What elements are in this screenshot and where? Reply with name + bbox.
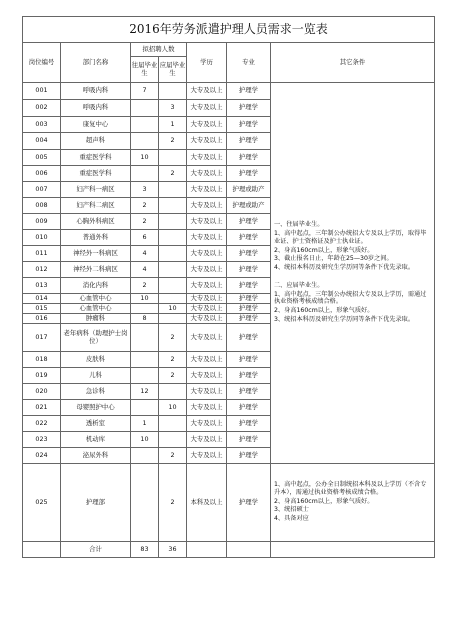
- major-cell: 护理学: [227, 166, 271, 182]
- past-grad-count: [131, 304, 159, 314]
- post-no-cell: 008: [23, 198, 61, 214]
- post-no-cell: 010: [23, 230, 61, 246]
- major-cell: 护理或助产: [227, 182, 271, 198]
- major-cell: 护理学: [227, 448, 271, 464]
- major-cell: 护理学: [227, 352, 271, 368]
- post-no-cell: 004: [23, 133, 61, 150]
- condition-line: 一、往届毕业生。: [274, 221, 324, 229]
- major-cell: 护理学: [227, 230, 271, 246]
- fresh-grad-count: 2: [159, 464, 187, 542]
- header-department: 部门名称: [61, 43, 131, 83]
- education-cell: 大专及以上: [187, 294, 227, 304]
- total-fresh-grad: 36: [159, 542, 187, 558]
- department-cell: 老年病科（助理护士岗位）: [61, 324, 131, 352]
- past-grad-count: 12: [131, 384, 159, 400]
- condition-line: 4、统招本科历及研究生学历同等条件下优先录取。: [274, 264, 415, 272]
- condition-line: 3、截止报名日止，年龄在25—30岁之间。: [274, 255, 393, 263]
- total-label: 合计: [61, 542, 131, 558]
- fresh-grad-count: [159, 230, 187, 246]
- department-cell: 肿瘤科: [61, 314, 131, 324]
- past-grad-count: 6: [131, 230, 159, 246]
- header-past-grad: 往届毕业生: [131, 57, 159, 83]
- condition-line: 3、统招本科历及研究生学历同等条件下优先录取。: [274, 315, 415, 323]
- condition-line: 3、统招硕士: [274, 506, 309, 514]
- past-grad-count: 4: [131, 262, 159, 278]
- condition-line: [274, 273, 431, 281]
- major-cell: 护理学: [227, 384, 271, 400]
- past-grad-count: [131, 352, 159, 368]
- post-no-cell: 014: [23, 294, 61, 304]
- recruitment-table: [22, 16, 435, 558]
- education-cell: 大专及以上: [187, 182, 227, 198]
- department-cell: 心血管中心: [61, 294, 131, 304]
- major-cell: 护理学: [227, 246, 271, 262]
- department-cell: 皮肤科: [61, 352, 131, 368]
- education-cell: 大专及以上: [187, 448, 227, 464]
- department-cell: 心血管中心: [61, 304, 131, 314]
- fresh-grad-count: [159, 198, 187, 214]
- total-empty-edu: [187, 542, 227, 558]
- fresh-grad-count: 2: [159, 324, 187, 352]
- post-no-cell: 022: [23, 416, 61, 432]
- education-cell: 大专及以上: [187, 133, 227, 150]
- header-fresh-grad: 应届毕业生: [159, 57, 187, 83]
- fresh-grad-count: 10: [159, 400, 187, 416]
- department-cell: 机动库: [61, 432, 131, 448]
- major-cell: 护理或助产: [227, 198, 271, 214]
- post-no-cell: 021: [23, 400, 61, 416]
- past-grad-count: 1: [131, 416, 159, 432]
- post-no-cell: 015: [23, 304, 61, 314]
- fresh-grad-count: [159, 416, 187, 432]
- department-cell: 透析室: [61, 416, 131, 432]
- department-cell: 重症医学科: [61, 166, 131, 182]
- department-cell: 护理部: [61, 464, 131, 542]
- department-cell: 普通外科: [61, 230, 131, 246]
- past-grad-count: 10: [131, 294, 159, 304]
- past-grad-count: [131, 464, 159, 542]
- past-grad-count: 8: [131, 314, 159, 324]
- education-cell: 大专及以上: [187, 400, 227, 416]
- department-cell: 妇产科二病区: [61, 198, 131, 214]
- education-cell: 大专及以上: [187, 246, 227, 262]
- major-cell: 护理学: [227, 214, 271, 230]
- fresh-grad-count: [159, 314, 187, 324]
- fresh-grad-count: 2: [159, 448, 187, 464]
- department-cell: 心胸外科病区: [61, 214, 131, 230]
- major-cell: 护理学: [227, 133, 271, 150]
- major-cell: 护理学: [227, 100, 271, 117]
- post-no-cell: 007: [23, 182, 61, 198]
- education-cell: 大专及以上: [187, 262, 227, 278]
- post-no-cell: 006: [23, 166, 61, 182]
- condition-line: 2、身高160cm以上，形象气质好。: [274, 246, 374, 254]
- past-grad-count: [131, 166, 159, 182]
- department-cell: 呼吸内科: [61, 100, 131, 117]
- education-cell: 大专及以上: [187, 198, 227, 214]
- past-grad-count: 4: [131, 246, 159, 262]
- post-no-cell: 011: [23, 246, 61, 262]
- post-no-cell: 016: [23, 314, 61, 324]
- past-grad-count: [131, 368, 159, 384]
- major-cell: 护理学: [227, 324, 271, 352]
- fresh-grad-count: [159, 432, 187, 448]
- fresh-grad-count: [159, 150, 187, 166]
- education-cell: 大专及以上: [187, 214, 227, 230]
- post-no-cell: 023: [23, 432, 61, 448]
- education-cell: 大专及以上: [187, 304, 227, 314]
- department-cell: 泌尿外科: [61, 448, 131, 464]
- post-no-cell: 012: [23, 262, 61, 278]
- education-cell: 大专及以上: [187, 230, 227, 246]
- department-cell: 神经外二科病区: [61, 262, 131, 278]
- major-cell: 护理学: [227, 150, 271, 166]
- total-past-grad: 83: [131, 542, 159, 558]
- post-no-cell: 001: [23, 83, 61, 100]
- condition-line: 1、高中起点，三年制公办统招大专及以上学历，取得毕业证、护士资格证及护士执业证。: [274, 230, 427, 245]
- page-title: 2016年劳务派遣护理人员需求一览表: [23, 17, 435, 43]
- fresh-grad-count: 2: [159, 166, 187, 182]
- post-no-cell: 003: [23, 117, 61, 133]
- table-body: [23, 83, 435, 558]
- post-no-cell: 017: [23, 324, 61, 352]
- total-spacer: [23, 542, 61, 558]
- department-cell: 母婴照护中心: [61, 400, 131, 416]
- post-no-cell: 019: [23, 368, 61, 384]
- department-cell: 妇产科一病区: [61, 182, 131, 198]
- education-cell: 大专及以上: [187, 166, 227, 182]
- post-no-cell: 005: [23, 150, 61, 166]
- education-cell: 本科及以上: [187, 464, 227, 542]
- other-conditions-b: [271, 464, 435, 542]
- post-no-cell: 002: [23, 100, 61, 117]
- department-cell: 重症医学科: [61, 150, 131, 166]
- past-grad-count: 2: [131, 198, 159, 214]
- education-cell: 大专及以上: [187, 278, 227, 294]
- education-cell: 大专及以上: [187, 150, 227, 166]
- fresh-grad-count: 2: [159, 368, 187, 384]
- past-grad-count: 7: [131, 83, 159, 100]
- header-education: 学历: [187, 43, 227, 83]
- post-no-cell: 025: [23, 464, 61, 542]
- condition-line: 2、身高160cm以上，形象气质好。: [274, 497, 374, 505]
- major-cell: 护理学: [227, 262, 271, 278]
- major-cell: 护理学: [227, 304, 271, 314]
- fresh-grad-count: [159, 214, 187, 230]
- header-other: 其它条件: [271, 43, 435, 83]
- condition-line: 1、高中起点，三年制公办统招大专及以上学历，需通过执业资格考核成绩合格。: [274, 290, 427, 306]
- past-grad-count: [131, 100, 159, 117]
- past-grad-count: 10: [131, 432, 159, 448]
- past-grad-count: 2: [131, 278, 159, 294]
- major-cell: 护理学: [227, 83, 271, 100]
- major-cell: 护理学: [227, 464, 271, 542]
- department-cell: 儿科: [61, 368, 131, 384]
- major-cell: 护理学: [227, 117, 271, 133]
- major-cell: 护理学: [227, 314, 271, 324]
- past-grad-count: 3: [131, 182, 159, 198]
- department-cell: 消化内科: [61, 278, 131, 294]
- other-conditions-a: [271, 83, 435, 464]
- major-cell: 护理学: [227, 294, 271, 304]
- header-major: 专业: [227, 43, 271, 83]
- condition-line: 4、具备对应: [274, 515, 309, 523]
- education-cell: 大专及以上: [187, 416, 227, 432]
- header-post-no: 岗位编号: [23, 43, 61, 83]
- fresh-grad-count: 2: [159, 133, 187, 150]
- fresh-grad-count: 3: [159, 100, 187, 117]
- department-cell: 神经外一科病区: [61, 246, 131, 262]
- post-no-cell: 024: [23, 448, 61, 464]
- education-cell: 大专及以上: [187, 83, 227, 100]
- past-grad-count: [131, 448, 159, 464]
- education-cell: 大专及以上: [187, 384, 227, 400]
- fresh-grad-count: [159, 384, 187, 400]
- spreadsheet: [22, 16, 434, 558]
- fresh-grad-count: [159, 182, 187, 198]
- major-cell: 护理学: [227, 400, 271, 416]
- education-cell: 大专及以上: [187, 352, 227, 368]
- condition-line: 二、应届毕业生。: [274, 281, 324, 289]
- education-cell: 大专及以上: [187, 100, 227, 117]
- department-cell: 呼吸内科: [61, 83, 131, 100]
- major-cell: 护理学: [227, 368, 271, 384]
- department-cell: 康复中心: [61, 117, 131, 133]
- education-cell: 大专及以上: [187, 117, 227, 133]
- past-grad-count: 2: [131, 214, 159, 230]
- fresh-grad-count: [159, 262, 187, 278]
- fresh-grad-count: [159, 294, 187, 304]
- fresh-grad-count: 2: [159, 352, 187, 368]
- post-no-cell: 009: [23, 214, 61, 230]
- total-row: [23, 542, 435, 558]
- major-cell: 护理学: [227, 416, 271, 432]
- fresh-grad-count: 10: [159, 304, 187, 314]
- table-row: [23, 83, 435, 100]
- education-cell: 大专及以上: [187, 368, 227, 384]
- fresh-grad-count: [159, 246, 187, 262]
- department-cell: 超声科: [61, 133, 131, 150]
- total-empty-other: [271, 542, 435, 558]
- post-no-cell: 018: [23, 352, 61, 368]
- past-grad-count: 10: [131, 150, 159, 166]
- major-cell: 护理学: [227, 432, 271, 448]
- condition-line: 1、高中起点，公办全日制统招本科及以上学历（不含专升本），需通过执业资格考核成绩合格。: [274, 481, 427, 496]
- post-no-cell: 020: [23, 384, 61, 400]
- past-grad-count: [131, 324, 159, 352]
- education-cell: 大专及以上: [187, 324, 227, 352]
- fresh-grad-count: [159, 278, 187, 294]
- department-cell: 急诊科: [61, 384, 131, 400]
- header-planned: 拟招聘人数: [131, 43, 187, 57]
- education-cell: 大专及以上: [187, 314, 227, 324]
- total-empty-major: [227, 542, 271, 558]
- post-no-cell: 013: [23, 278, 61, 294]
- condition-line: 2、身高160cm以上，形象气质好。: [274, 307, 374, 315]
- education-cell: 大专及以上: [187, 432, 227, 448]
- major-cell: 护理学: [227, 278, 271, 294]
- fresh-grad-count: [159, 83, 187, 100]
- past-grad-count: [131, 400, 159, 416]
- fresh-grad-count: 1: [159, 117, 187, 133]
- past-grad-count: [131, 133, 159, 150]
- table-row: [23, 464, 435, 542]
- past-grad-count: [131, 117, 159, 133]
